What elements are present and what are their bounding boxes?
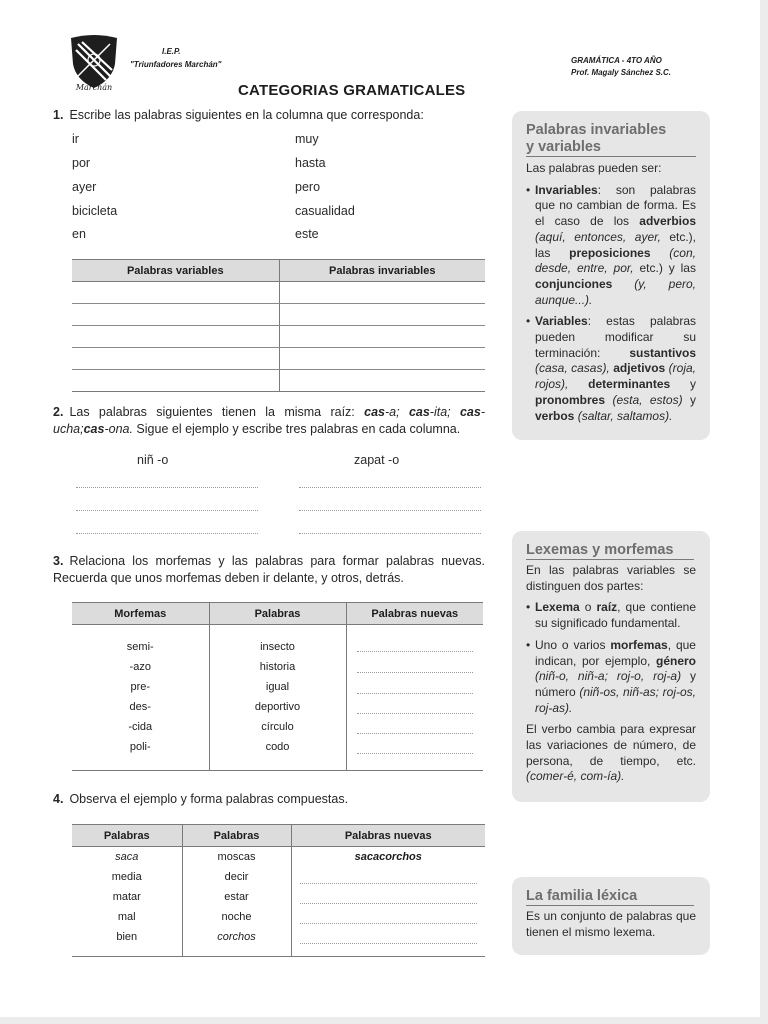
answer-cell[interactable] — [279, 326, 485, 348]
answer-cell[interactable] — [291, 927, 485, 947]
word-item: pero — [295, 180, 321, 194]
sidebar-box-lexical-family — [512, 877, 710, 955]
word-item: hasta — [295, 156, 326, 170]
logo-caption: Marchán — [75, 83, 113, 92]
answer-cell[interactable] — [279, 348, 485, 370]
sidebar-box-variable-words — [512, 111, 710, 440]
word-item: por — [72, 156, 91, 170]
word-item: ir — [72, 132, 79, 146]
morpheme-cell: -azo — [72, 657, 209, 677]
answer-cell[interactable] — [279, 304, 485, 326]
list-item: • Uno o varios morfemas, que indican, por ejemplo, género (niñ-o, niñ-a; roj-o, roj-a) y número (niñ-os, niñ-as; roj-os, roj-as). — [526, 638, 696, 717]
word-item: bicicleta — [72, 204, 118, 218]
sidebar-list — [526, 600, 696, 716]
word-cell: historia — [209, 657, 346, 677]
teacher-label: Prof. Magaly Sánchez S.C. — [571, 68, 672, 77]
sidebar-box-title: Palabras invariables y variables — [526, 122, 696, 157]
answer-line[interactable] — [299, 533, 481, 534]
answer-cell[interactable] — [346, 677, 483, 697]
morpheme-cell: semi- — [72, 637, 209, 657]
answer-cell[interactable] — [72, 326, 279, 348]
morpheme-cell: -cida — [72, 717, 209, 737]
word-cell: círculo — [209, 717, 346, 737]
answer-line[interactable] — [76, 510, 258, 511]
answer-line[interactable] — [76, 487, 258, 488]
root-example: niñ -o — [137, 453, 169, 467]
answer-cell[interactable] — [72, 370, 279, 392]
list-item: • Lexema o raíz, que contiene su significado fundamental. — [526, 600, 696, 631]
exercise-3-instruction: 3. Relaciona los morfemas y las palabras para formar palabras nuevas. Recuerda que unos morfemas deben ir delante, y otros, detrás. — [53, 554, 485, 585]
exercise-number: 1. — [53, 108, 64, 122]
morpheme-cell: des- — [72, 697, 209, 717]
word-cell: corchos — [182, 927, 291, 947]
sidebar-box-title: Lexemas y morfemas — [526, 542, 694, 560]
exercise-number: 4. — [53, 792, 64, 806]
morpheme-cell: poli- — [72, 737, 209, 757]
answer-cell[interactable] — [279, 370, 485, 392]
sidebar-paragraph: Es un conjunto de palabras que tienen el mismo lexema. — [526, 909, 696, 939]
column-header: Palabras — [72, 825, 182, 847]
word-cell: bien — [72, 927, 182, 947]
word-item: casualidad — [295, 204, 355, 218]
answer-cell[interactable] — [72, 304, 279, 326]
school-name: "Triunfadores Marchán" — [130, 60, 222, 69]
compound-words-table — [72, 824, 485, 957]
exercise-4-instruction: 4. Observa el ejemplo y forma palabras compuestas. — [53, 792, 349, 806]
word-item: ayer — [72, 180, 97, 194]
column-header: Palabras — [209, 603, 346, 625]
sidebar-list — [526, 183, 696, 425]
word-item: este — [295, 227, 319, 241]
sidebar-box-title: La familia léxica — [526, 888, 694, 906]
sidebar-paragraph: El verbo cambia para expresar las variaciones de número, de persona, de tiempo, etc. (comer-é, com-ía). — [526, 722, 696, 784]
morpheme-cell: pre- — [72, 677, 209, 697]
word-cell: noche — [182, 907, 291, 927]
column-header: Morfemas — [72, 603, 209, 625]
word-cell: insecto — [209, 637, 346, 657]
answer-cell[interactable] — [72, 282, 279, 304]
exercise-2-instruction: 2. Las palabras siguientes tienen la misma raíz: cas-a; cas-ita; cas-ucha;cas-ona. Sigue el ejemplo y escribe tres palabras en cada columna. — [53, 405, 486, 436]
subject-label: GRAMÁTICA - 4TO AÑO — [571, 56, 662, 65]
exercise-1-instruction: 1. Escribe las palabras siguientes en la columna que corresponda: — [53, 108, 424, 122]
answer-cell[interactable] — [291, 867, 485, 887]
answer-cell[interactable] — [346, 717, 483, 737]
page-title: CATEGORIAS GRAMATICALES — [238, 82, 466, 99]
root-example: zapat -o — [354, 453, 400, 467]
exercise-number: 2. — [53, 405, 64, 419]
word-cell: codo — [209, 737, 346, 757]
morphemes-table — [72, 602, 483, 771]
answer-cell[interactable] — [291, 907, 485, 927]
school-type: I.E.P. — [162, 47, 181, 56]
sidebar-intro: Las palabras pueden ser: — [526, 161, 662, 175]
column-header: Palabras — [182, 825, 291, 847]
answer-cell[interactable] — [346, 637, 483, 657]
word-cell: igual — [209, 677, 346, 697]
answer-line[interactable] — [299, 487, 481, 488]
word-cell: mal — [72, 907, 182, 927]
word-cell: saca — [72, 847, 182, 867]
classification-table — [72, 259, 485, 392]
list-item: • Variables: estas palabras pueden modificar su terminación: sustantivos (casa, casas), adjetivos (roja, rojos), determinantes y pronombres (esta, estos) y verbos (saltar, saltamos). — [526, 314, 696, 424]
answer-cell[interactable] — [346, 697, 483, 717]
answer-cell[interactable] — [72, 348, 279, 370]
word-item: en — [72, 227, 86, 241]
answer-cell[interactable] — [279, 282, 485, 304]
answer-cell[interactable] — [291, 887, 485, 907]
column-header: Palabras nuevas — [346, 603, 483, 625]
list-item: • Invariables: son palabras que no cambian de forma. Es el caso de los adverbios (aquí, entonces, ayer, etc.), las preposiciones (con, desde, entre, por, etc.) y las conjunciones (y, pero, aunque...). — [526, 183, 696, 309]
sidebar-box-lexemes — [512, 531, 710, 802]
word-cell: moscas — [182, 847, 291, 867]
word-cell: deportivo — [209, 697, 346, 717]
column-header: Palabras nuevas — [291, 825, 485, 847]
example-answer: sacacorchos — [354, 850, 422, 863]
column-header: Palabras variables — [72, 260, 279, 282]
answer-line[interactable] — [299, 510, 481, 511]
answer-cell[interactable] — [346, 657, 483, 677]
sidebar-intro: En las palabras variables se distinguen dos partes: — [526, 563, 696, 593]
word-item: muy — [295, 132, 319, 146]
column-header: Palabras invariables — [279, 260, 485, 282]
word-cell: estar — [182, 887, 291, 907]
word-cell: decir — [182, 867, 291, 887]
word-cell: media — [72, 867, 182, 887]
word-cell: matar — [72, 887, 182, 907]
answer-line[interactable] — [76, 533, 258, 534]
answer-cell[interactable] — [346, 737, 483, 757]
exercise-number: 3. — [53, 554, 64, 568]
